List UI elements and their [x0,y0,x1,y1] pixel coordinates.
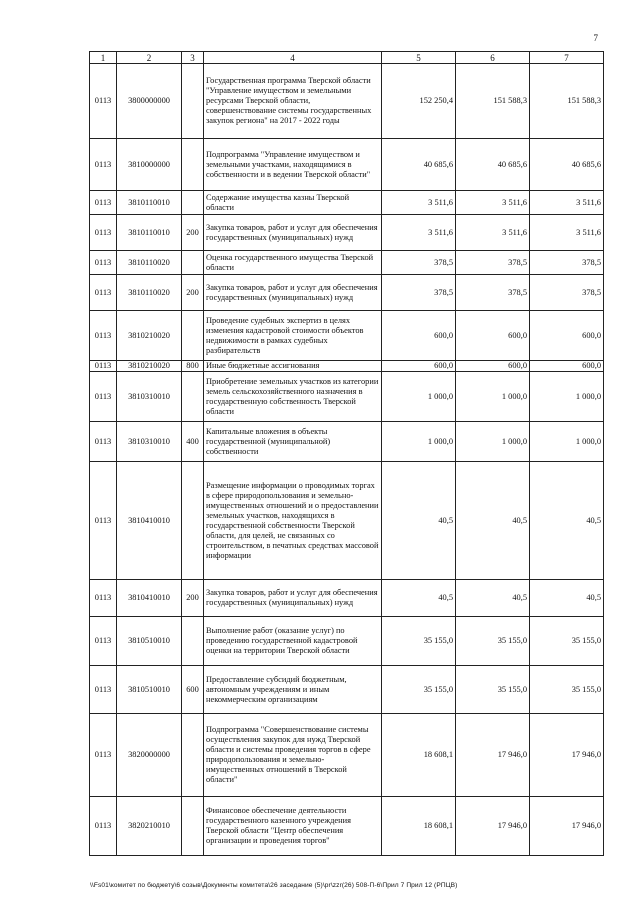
cell-sec: 0113 [90,215,117,251]
cell-v2: 40 685,6 [456,139,530,191]
cell-vr [182,462,204,580]
cell-sec: 0113 [90,139,117,191]
cell-csr: 3820000000 [117,714,182,797]
cell-name: Приобретение земельных участков из категории земель сельскохозяйственного назначения в государственную собственность Тверской области [204,372,382,422]
cell-v3: 1 000,0 [530,372,604,422]
cell-csr: 3810210020 [117,361,182,372]
header-cell: 7 [530,52,604,64]
table-row [90,361,604,372]
cell-vr: 200 [182,215,204,251]
cell-name: Закупка товаров, работ и услуг для обеспечения государственных (муниципальных) нужд [204,215,382,251]
cell-v3: 378,5 [530,275,604,311]
table-row [90,275,604,311]
cell-name: Содержание имущества казны Тверской области [204,191,382,215]
cell-csr: 3810310010 [117,372,182,422]
table-row [90,462,604,580]
cell-v2: 1 000,0 [456,372,530,422]
cell-sec: 0113 [90,714,117,797]
cell-csr: 3810210020 [117,311,182,361]
cell-v2: 378,5 [456,275,530,311]
cell-v1: 378,5 [382,275,456,311]
cell-csr: 3810110020 [117,251,182,275]
table-row [90,666,604,714]
cell-vr [182,617,204,666]
cell-sec: 0113 [90,361,117,372]
cell-vr [182,372,204,422]
cell-sec: 0113 [90,462,117,580]
cell-v1: 35 155,0 [382,666,456,714]
cell-v2: 3 511,6 [456,191,530,215]
cell-vr [182,191,204,215]
header-cell: 1 [90,52,117,64]
header-cell: 4 [204,52,382,64]
cell-name: Закупка товаров, работ и услуг для обеспечения государственных (муниципальных) нужд [204,275,382,311]
cell-v3: 35 155,0 [530,666,604,714]
cell-v2: 151 588,3 [456,64,530,139]
header-cell: 5 [382,52,456,64]
cell-v2: 40,5 [456,580,530,617]
cell-csr: 3810410010 [117,580,182,617]
cell-v3: 151 588,3 [530,64,604,139]
cell-vr: 200 [182,580,204,617]
cell-sec: 0113 [90,191,117,215]
cell-csr: 3810110010 [117,191,182,215]
cell-v1: 3 511,6 [382,215,456,251]
cell-sec: 0113 [90,311,117,361]
cell-csr: 3810410010 [117,462,182,580]
cell-name: Оценка государственного имущества Тверской области [204,251,382,275]
cell-v1: 40,5 [382,580,456,617]
cell-v1: 35 155,0 [382,617,456,666]
cell-name: Проведение судебных экспертиз в целях изменения кадастровой стоимости объектов недвижимости в рамках судебных разбирательств [204,311,382,361]
cell-csr: 3810510010 [117,666,182,714]
cell-v3: 40,5 [530,580,604,617]
table-row [90,191,604,215]
cell-v3: 600,0 [530,311,604,361]
cell-v1: 152 250,4 [382,64,456,139]
cell-name: Иные бюджетные ассигнования [204,361,382,372]
page-number: 7 [593,33,598,43]
cell-csr: 3810110020 [117,275,182,311]
cell-v2: 3 511,6 [456,215,530,251]
cell-vr: 400 [182,422,204,462]
cell-v1: 18 608,1 [382,714,456,797]
cell-v3: 600,0 [530,361,604,372]
cell-vr [182,714,204,797]
cell-v2: 17 946,0 [456,714,530,797]
cell-v1: 378,5 [382,251,456,275]
cell-v1: 40,5 [382,462,456,580]
cell-v3: 1 000,0 [530,422,604,462]
cell-vr: 800 [182,361,204,372]
table-row [90,617,604,666]
cell-sec: 0113 [90,275,117,311]
cell-v1: 1 000,0 [382,422,456,462]
cell-name: Финансовое обеспечение деятельности государственного казенного учреждения Тверской области "Центр обеспечения организации и проведения торгов" [204,797,382,856]
cell-sec: 0113 [90,797,117,856]
cell-v3: 3 511,6 [530,215,604,251]
cell-v3: 35 155,0 [530,617,604,666]
cell-name: Выполнение работ (оказание услуг) по проведению государственной кадастровой оценки на территории Тверской области [204,617,382,666]
cell-sec: 0113 [90,666,117,714]
table-row [90,311,604,361]
cell-vr [182,64,204,139]
table-row [90,251,604,275]
cell-name: Размещение информации о проводимых торгах в сфере природопользования и земельно-имущественных отношений и о предоставлении земельных участков, находящихся в государственной собственности Тверской области, для целей, не связанных со строительством, в печатных средствах массовой информации [204,462,382,580]
cell-v3: 40 685,6 [530,139,604,191]
cell-vr [182,311,204,361]
cell-v1: 600,0 [382,311,456,361]
header-cell: 3 [182,52,204,64]
cell-vr [182,251,204,275]
cell-name: Государственная программа Тверской области "Управление имуществом и земельными ресурсами Тверской области, совершенствование системы государственных закупок региона" на 2017 - 2022 годы [204,64,382,139]
cell-csr: 3810310010 [117,422,182,462]
cell-v2: 17 946,0 [456,797,530,856]
cell-v1: 40 685,6 [382,139,456,191]
cell-v2: 40,5 [456,462,530,580]
cell-v2: 35 155,0 [456,666,530,714]
cell-v2: 600,0 [456,311,530,361]
cell-csr: 3810000000 [117,139,182,191]
cell-name: Подпрограмма "Управление имуществом и земельными участками, находящимися в собственности и в ведении Тверской области" [204,139,382,191]
cell-sec: 0113 [90,422,117,462]
table-row [90,422,604,462]
file-path-footer: \\Fs01\комитет по бюджету\6 созыв\Документы комитета\26 заседание (5)\pr\zzr(26) 508-П-6\Прил 7 Прил 12 (РПЦВ) [90,882,458,889]
cell-vr [182,797,204,856]
budget-table [89,51,604,856]
cell-csr: 3820210010 [117,797,182,856]
cell-sec: 0113 [90,372,117,422]
cell-csr: 3810110010 [117,215,182,251]
cell-v1: 3 511,6 [382,191,456,215]
table-row [90,797,604,856]
cell-v3: 17 946,0 [530,714,604,797]
cell-sec: 0113 [90,617,117,666]
cell-vr: 600 [182,666,204,714]
cell-sec: 0113 [90,64,117,139]
table-row [90,580,604,617]
cell-v1: 1 000,0 [382,372,456,422]
table-row [90,372,604,422]
cell-v1: 18 608,1 [382,797,456,856]
cell-name: Подпрограмма "Совершенствование системы осуществления закупок для нужд Тверской области и системы проведения торгов в сфере природопользования и земельно-имущественных отношений в Тверской области" [204,714,382,797]
cell-v2: 378,5 [456,251,530,275]
cell-v3: 40,5 [530,462,604,580]
cell-v3: 17 946,0 [530,797,604,856]
cell-sec: 0113 [90,580,117,617]
table-row [90,215,604,251]
cell-name: Капитальные вложения в объекты государственной (муниципальной) собственности [204,422,382,462]
cell-vr [182,139,204,191]
cell-v3: 378,5 [530,251,604,275]
cell-v1: 600,0 [382,361,456,372]
cell-name: Предоставление субсидий бюджетным, автономным учреждениям и иным некоммерческим организациям [204,666,382,714]
cell-csr: 3810510010 [117,617,182,666]
cell-vr: 200 [182,275,204,311]
cell-v2: 35 155,0 [456,617,530,666]
table-row [90,64,604,139]
header-cell: 2 [117,52,182,64]
cell-v2: 1 000,0 [456,422,530,462]
cell-v2: 600,0 [456,361,530,372]
cell-sec: 0113 [90,251,117,275]
table-row [90,139,604,191]
cell-v3: 3 511,6 [530,191,604,215]
cell-csr: 3800000000 [117,64,182,139]
cell-name: Закупка товаров, работ и услуг для обеспечения государственных (муниципальных) нужд [204,580,382,617]
header-row [90,52,604,64]
table-row [90,714,604,797]
header-cell: 6 [456,52,530,64]
